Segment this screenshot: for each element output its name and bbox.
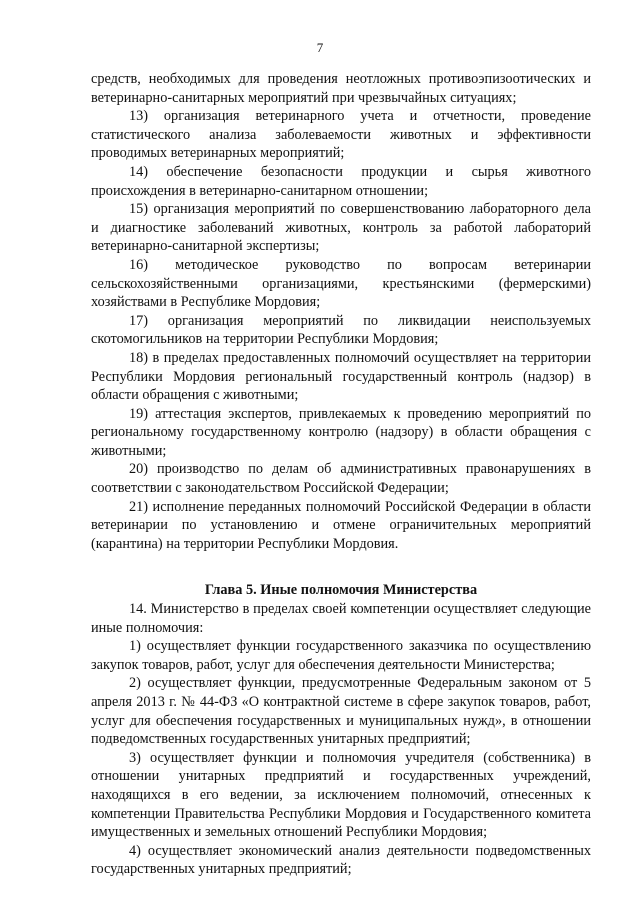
- paragraph-item-15: 15) организация мероприятий по совершенствованию лабораторного дела и диагностике заболеваний животных, контроль за работой лабораторий ветеринарно-санитарной экспертизы;: [91, 201, 591, 255]
- paragraph-item-18: 18) в пределах предоставленных полномочий осуществляет на территории Республики Мордовия региональный государственный контроль (надзор) в области обращения с животными;: [91, 349, 591, 404]
- paragraph-subitem-3: 3) осуществляет функции и полномочия учредителя (собственника) в отношении унитарных предприятий и государственных учреждений, находящихся в его ведении, за исключением полномочий, отнесенных к компетенции Правительства Республики Мордовия и Государственного комитета имущественных и земельных отношений Республики Мордовия;: [91, 749, 591, 841]
- paragraph-item-14: 14) обеспечение безопасности продукции и сырья животного происхождения в ветеринарно-санитарном отношении;: [91, 163, 591, 199]
- bottom-section: [91, 600, 591, 879]
- paragraph-subitem-1: 1) осуществляет функции государственного заказчика по осуществлению закупок товаров, работ, услуг для обеспечения деятельности Министерства;: [91, 638, 591, 673]
- paragraph-item-21: 21) исполнение переданных полномочий Российской Федерации в области ветеринарии по установлению и отмене ограничительных мероприятий (карантина) на территории Республики Мордовия.: [91, 498, 591, 552]
- paragraph-subitem-4: 4) осуществляет экономический анализ деятельности подведомственных государственных унитарных предприятий;: [91, 842, 591, 878]
- chapter-title: Глава 5. Иные полномочия Министерства: [204, 582, 478, 599]
- paragraph-item-19: 19) аттестация экспертов, привлекаемых к проведению мероприятий по региональному государственному контролю (надзору) в области обращения с животными;: [91, 405, 591, 459]
- document-body: [91, 70, 591, 879]
- paragraph-continuation: средств, необходимых для проведения неотложных противоэпизоотических и ветеринарно-санитарных мероприятий при чрезвычайных ситуациях;: [91, 71, 591, 106]
- paragraph-item-16: 16) методическое руководство по вопросам ветеринарии сельскохозяйственными организациями, крестьянскими (фермерскими) хозяйствами в Республике Мордовия;: [91, 256, 591, 311]
- paragraph-item-20: 20) производство по делам об административных правонарушениях в соответствии с законодательством Российской Федерации;: [91, 461, 591, 497]
- top-section: [91, 70, 591, 553]
- page-number: 7: [316, 40, 324, 55]
- paragraph-item-13: 13) организация ветеринарного учета и отчетности, проведение статистического анализа заболеваемости животных и эффективности проводимых ветеринарных мероприятий;: [91, 108, 591, 162]
- paragraph-clause-14: 14. Министерство в пределах своей компетенции осуществляет следующие иные полномочия:: [91, 601, 591, 636]
- paragraph-subitem-2: 2) осуществляет функции, предусмотренные Федеральным законом от 5 апреля 2013 г. № 44-ФЗ «О контрактной системе в сфере закупок товаров, работ, услуг для обеспечения государственных и муниципальных нужд», в отношении подведомственных государственных унитарных предприятий;: [91, 675, 591, 748]
- paragraph-item-17: 17) организация мероприятий по ликвидации неиспользуемых скотомогильников на территории Республики Мордовия;: [91, 312, 591, 348]
